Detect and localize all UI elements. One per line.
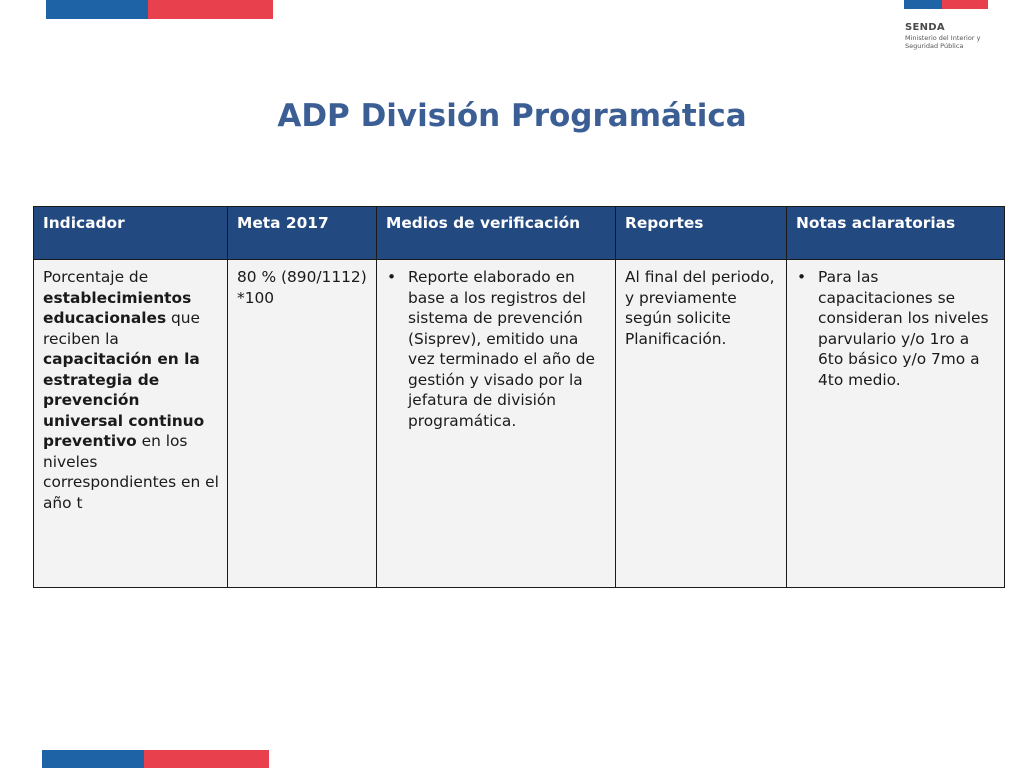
header-meta: Meta 2017 [228,207,377,260]
slide-title: ADP División Programática [277,98,747,134]
indicador-text-1: Porcentaje de [43,268,149,286]
header-indicador: Indicador [34,207,228,260]
header-medios: Medios de verificación [377,207,616,260]
flag-red-segment [144,750,269,768]
indicador-text-3: en los niveles correspondientes en el año t [43,432,219,512]
cell-reportes: Al final del periodo, y previamente según solicite Planificación. [616,260,787,588]
logo-flag-bar [904,0,988,9]
cell-indicador [34,260,228,588]
table-row [34,260,1005,588]
flag-red-segment [942,0,988,9]
top-flag-bar [46,0,273,19]
indicador-text-2: que reciben la [43,309,201,348]
senda-logo [905,22,1005,50]
logo-org-name: SENDA [905,22,945,33]
flag-red-segment [148,0,273,19]
indicador-bold-1: establecimientos educacionales [43,288,192,327]
indicador-bold-2: capacitación en la estrategia de prevención universal continuo preventivo [43,350,205,450]
medios-bullet: • Reporte elaborado en base a los registros del sistema de prevención (Sisprev), emitido una vez terminado el año de gestión y visado por la jefatura de división programática. [408,267,607,431]
bottom-flag-bar [42,750,269,768]
notas-bullet: • Para las capacitaciones se consideran los niveles parvulario y/o 1ro a 6to básico y/o 7mo a 4to medio. [818,267,996,390]
header-reportes: Reportes [616,207,787,260]
flag-blue-segment [46,0,148,19]
indicator-table [33,206,1005,588]
cell-meta: 80 % (890/1112)*100 [228,260,377,588]
header-notas: Notas aclaratorias [787,207,1005,260]
flag-blue-segment [904,0,942,9]
table-header-row [34,207,1005,260]
logo-org-subtitle: Ministerio del Interior y Seguridad Pública [905,34,981,50]
flag-blue-segment [42,750,144,768]
cell-notas [787,260,1005,588]
cell-medios [377,260,616,588]
